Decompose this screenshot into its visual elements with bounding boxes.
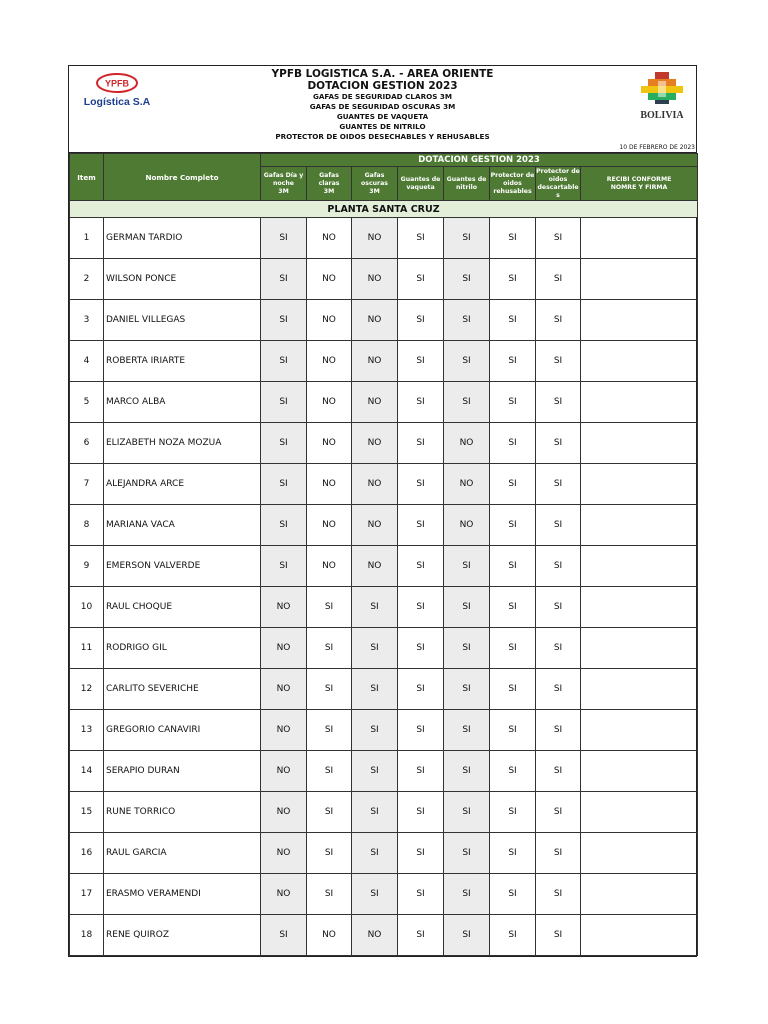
cell-gafas-oscuras: SI bbox=[352, 792, 398, 833]
cell-recibi-firma[interactable] bbox=[581, 546, 698, 587]
cell-recibi-firma[interactable] bbox=[581, 669, 698, 710]
cell-gafas-dia: NO bbox=[261, 751, 307, 792]
cell-item: 1 bbox=[70, 218, 104, 259]
cell-gafas-oscuras: SI bbox=[352, 710, 398, 751]
cell-gafas-dia: SI bbox=[261, 423, 307, 464]
bolivia-emblem-logo bbox=[634, 70, 690, 120]
cell-gafas-oscuras: NO bbox=[352, 915, 398, 956]
cell-protector-rehusables: SI bbox=[490, 423, 536, 464]
cell-gafas-dia: NO bbox=[261, 669, 307, 710]
cell-protector-rehusables: SI bbox=[490, 751, 536, 792]
cell-name: WILSON PONCE bbox=[104, 259, 261, 300]
col-header-gafas-oscuras-line3: 3M bbox=[369, 187, 380, 195]
cell-name: SERAPIO DURAN bbox=[104, 751, 261, 792]
cell-gafas-oscuras: SI bbox=[352, 833, 398, 874]
col-header-protector-rehusables bbox=[490, 167, 536, 201]
cell-protector-rehusables: SI bbox=[490, 505, 536, 546]
cell-name: MARIANA VACA bbox=[104, 505, 261, 546]
cell-protector-descartables: SI bbox=[536, 300, 581, 341]
cell-protector-descartables: SI bbox=[536, 587, 581, 628]
cell-gafas-oscuras: NO bbox=[352, 464, 398, 505]
col-header-recibi bbox=[581, 167, 698, 201]
cell-gafas-oscuras: NO bbox=[352, 546, 398, 587]
col-header-guantes-vaqueta-line1: Guantes de bbox=[400, 175, 441, 183]
document-title: DOTACION GESTION 2023 bbox=[307, 80, 458, 92]
col-header-protector-descartables-line2: oidos bbox=[548, 175, 568, 183]
cell-recibi-firma[interactable] bbox=[581, 341, 698, 382]
cell-gafas-claras: NO bbox=[307, 300, 352, 341]
cell-gafas-dia: NO bbox=[261, 710, 307, 751]
col-header-recibi-line1: RECIBI CONFORME bbox=[606, 175, 672, 183]
cell-item: 14 bbox=[70, 751, 104, 792]
cell-item: 6 bbox=[70, 423, 104, 464]
table-body bbox=[70, 218, 698, 956]
cell-protector-rehusables: SI bbox=[490, 587, 536, 628]
cell-guantes-nitrilo: SI bbox=[444, 341, 490, 382]
cell-recibi-firma[interactable] bbox=[581, 628, 698, 669]
cell-protector-rehusables: SI bbox=[490, 792, 536, 833]
cell-gafas-claras: SI bbox=[307, 628, 352, 669]
col-header-gafas-oscuras bbox=[352, 167, 398, 201]
cell-item: 7 bbox=[70, 464, 104, 505]
item-line-5: PROTECTOR DE OIDOS DESECHABLES Y REHUSABLES bbox=[275, 132, 490, 141]
cell-name: RENE QUIROZ bbox=[104, 915, 261, 956]
cell-recibi-firma[interactable] bbox=[581, 382, 698, 423]
cell-name: EMERSON VALVERDE bbox=[104, 546, 261, 587]
cell-protector-rehusables: SI bbox=[490, 874, 536, 915]
cell-gafas-oscuras: SI bbox=[352, 874, 398, 915]
col-header-gafas-dia-line3: 3M bbox=[278, 187, 289, 195]
item-line-1: GAFAS DE SEGURIDAD CLAROS 3M bbox=[312, 92, 453, 101]
cell-protector-rehusables: SI bbox=[490, 464, 536, 505]
cell-gafas-dia: SI bbox=[261, 546, 307, 587]
cell-name: ERASMO VERAMENDI bbox=[104, 874, 261, 915]
cell-gafas-dia: SI bbox=[261, 218, 307, 259]
col-header-protector-descartables-line4: s bbox=[556, 191, 560, 199]
cell-name: ALEJANDRA ARCE bbox=[104, 464, 261, 505]
cell-protector-descartables: SI bbox=[536, 915, 581, 956]
cell-name: ELIZABETH NOZA MOZUA bbox=[104, 423, 261, 464]
cell-gafas-claras: NO bbox=[307, 382, 352, 423]
col-header-item: Item bbox=[70, 154, 104, 201]
cell-protector-rehusables: SI bbox=[490, 628, 536, 669]
table-row bbox=[70, 587, 698, 628]
cell-guantes-nitrilo: SI bbox=[444, 792, 490, 833]
cell-name: MARCO ALBA bbox=[104, 382, 261, 423]
cell-guantes-vaqueta: SI bbox=[398, 710, 444, 751]
col-header-recibi-line2: NOMRE Y FIRMA bbox=[610, 183, 668, 191]
cell-item: 9 bbox=[70, 546, 104, 587]
cell-protector-rehusables: SI bbox=[490, 915, 536, 956]
table-row bbox=[70, 464, 698, 505]
cell-name: DANIEL VILLEGAS bbox=[104, 300, 261, 341]
col-header-guantes-nitrilo bbox=[444, 167, 490, 201]
cell-item: 13 bbox=[70, 710, 104, 751]
cell-gafas-claras: SI bbox=[307, 669, 352, 710]
cell-gafas-claras: SI bbox=[307, 874, 352, 915]
cell-gafas-claras: SI bbox=[307, 792, 352, 833]
cell-gafas-claras: NO bbox=[307, 505, 352, 546]
cell-recibi-firma[interactable] bbox=[581, 300, 698, 341]
table-row bbox=[70, 259, 698, 300]
cell-gafas-dia: SI bbox=[261, 259, 307, 300]
cell-guantes-nitrilo: SI bbox=[444, 546, 490, 587]
cell-guantes-vaqueta: SI bbox=[398, 587, 444, 628]
cell-gafas-claras: NO bbox=[307, 218, 352, 259]
cell-item: 3 bbox=[70, 300, 104, 341]
section-planta-santa-cruz: PLANTA SANTA CRUZ bbox=[70, 201, 698, 218]
table-row bbox=[70, 218, 698, 259]
cell-protector-descartables: SI bbox=[536, 341, 581, 382]
cell-protector-descartables: SI bbox=[536, 546, 581, 587]
cell-gafas-dia: SI bbox=[261, 382, 307, 423]
table-row bbox=[70, 833, 698, 874]
cell-protector-descartables: SI bbox=[536, 628, 581, 669]
cell-recibi-firma[interactable] bbox=[581, 915, 698, 956]
table-row bbox=[70, 505, 698, 546]
col-header-gafas-claras bbox=[307, 167, 352, 201]
col-header-gafas-dia-line2: noche bbox=[273, 179, 294, 187]
document-date: 10 DE FEBRERO DE 2023 bbox=[619, 144, 695, 151]
cell-gafas-oscuras: SI bbox=[352, 751, 398, 792]
col-header-protector-descartables-line3: descartable bbox=[537, 183, 579, 191]
col-header-gafas-dia bbox=[261, 167, 307, 201]
cell-protector-descartables: SI bbox=[536, 833, 581, 874]
cell-recibi-firma[interactable] bbox=[581, 259, 698, 300]
cell-item: 2 bbox=[70, 259, 104, 300]
cell-gafas-dia: SI bbox=[261, 464, 307, 505]
cell-gafas-claras: NO bbox=[307, 915, 352, 956]
cell-guantes-nitrilo: SI bbox=[444, 259, 490, 300]
cell-gafas-dia: SI bbox=[261, 505, 307, 546]
cell-guantes-nitrilo: SI bbox=[444, 382, 490, 423]
col-header-guantes-vaqueta-line2: vaqueta bbox=[406, 183, 435, 191]
cell-protector-rehusables: SI bbox=[490, 259, 536, 300]
col-header-gafas-dia-line1: Gafas Día y bbox=[263, 171, 304, 179]
cell-guantes-vaqueta: SI bbox=[398, 218, 444, 259]
cell-guantes-vaqueta: SI bbox=[398, 341, 444, 382]
cell-item: 5 bbox=[70, 382, 104, 423]
cell-gafas-dia: NO bbox=[261, 587, 307, 628]
cell-item: 8 bbox=[70, 505, 104, 546]
col-header-gafas-claras-line2: claras bbox=[318, 179, 340, 187]
cell-protector-rehusables: SI bbox=[490, 382, 536, 423]
cell-gafas-claras: NO bbox=[307, 423, 352, 464]
cell-guantes-vaqueta: SI bbox=[398, 792, 444, 833]
cell-gafas-oscuras: NO bbox=[352, 218, 398, 259]
logo-logistica-text: Logística S.A bbox=[83, 96, 151, 108]
cell-gafas-claras: SI bbox=[307, 710, 352, 751]
col-header-gafas-claras-line1: Gafas bbox=[319, 171, 339, 179]
table-row bbox=[70, 546, 698, 587]
cell-protector-rehusables: SI bbox=[490, 833, 536, 874]
cell-guantes-nitrilo: SI bbox=[444, 628, 490, 669]
cell-guantes-vaqueta: SI bbox=[398, 833, 444, 874]
table-row bbox=[70, 382, 698, 423]
cell-protector-descartables: SI bbox=[536, 259, 581, 300]
cell-guantes-nitrilo: NO bbox=[444, 464, 490, 505]
col-header-protector-rehusables-line3: rehusables bbox=[493, 187, 532, 195]
cell-gafas-oscuras: SI bbox=[352, 669, 398, 710]
cell-gafas-oscuras: NO bbox=[352, 259, 398, 300]
cell-protector-rehusables: SI bbox=[490, 218, 536, 259]
cell-protector-descartables: SI bbox=[536, 792, 581, 833]
cell-protector-rehusables: SI bbox=[490, 546, 536, 587]
cell-name: RODRIGO GIL bbox=[104, 628, 261, 669]
chakana-icon bbox=[641, 72, 683, 104]
cell-gafas-dia: SI bbox=[261, 341, 307, 382]
dotacion-table bbox=[69, 153, 698, 956]
company-title: YPFB LOGISTICA S.A. - AREA ORIENTE bbox=[271, 68, 494, 80]
cell-gafas-dia: SI bbox=[261, 915, 307, 956]
logo-ypfb-mark: YPFB bbox=[104, 78, 130, 89]
cell-gafas-claras: SI bbox=[307, 833, 352, 874]
cell-protector-rehusables: SI bbox=[490, 669, 536, 710]
cell-gafas-oscuras: NO bbox=[352, 505, 398, 546]
cell-guantes-vaqueta: SI bbox=[398, 546, 444, 587]
table-row bbox=[70, 915, 698, 956]
cell-recibi-firma[interactable] bbox=[581, 505, 698, 546]
cell-recibi-firma[interactable] bbox=[581, 710, 698, 751]
cell-guantes-nitrilo: SI bbox=[444, 874, 490, 915]
table-row bbox=[70, 628, 698, 669]
cell-protector-descartables: SI bbox=[536, 464, 581, 505]
table-row bbox=[70, 423, 698, 464]
cell-item: 16 bbox=[70, 833, 104, 874]
cell-item: 12 bbox=[70, 669, 104, 710]
table-row bbox=[70, 341, 698, 382]
col-header-gafas-claras-line3: 3M bbox=[323, 187, 335, 195]
cell-guantes-nitrilo: NO bbox=[444, 423, 490, 464]
cell-recibi-firma[interactable] bbox=[581, 218, 698, 259]
cell-name: CARLITO SEVERICHE bbox=[104, 669, 261, 710]
cell-guantes-nitrilo: NO bbox=[444, 505, 490, 546]
item-line-3: GUANTES DE VAQUETA bbox=[336, 112, 429, 121]
cell-gafas-dia: NO bbox=[261, 833, 307, 874]
cell-protector-rehusables: SI bbox=[490, 300, 536, 341]
col-header-guantes-nitrilo-line2: nitrilo bbox=[455, 183, 478, 191]
cell-guantes-vaqueta: SI bbox=[398, 628, 444, 669]
table-row bbox=[70, 300, 698, 341]
cell-item: 17 bbox=[70, 874, 104, 915]
cell-guantes-nitrilo: SI bbox=[444, 300, 490, 341]
cell-protector-rehusables: SI bbox=[490, 710, 536, 751]
cell-gafas-claras: NO bbox=[307, 259, 352, 300]
cell-guantes-nitrilo: SI bbox=[444, 710, 490, 751]
bolivia-text: BOLIVIA bbox=[640, 110, 684, 120]
header-titles bbox=[69, 68, 696, 142]
col-header-gafas-oscuras-line1: Gafas bbox=[364, 171, 385, 179]
cell-recibi-firma[interactable] bbox=[581, 792, 698, 833]
cell-item: 15 bbox=[70, 792, 104, 833]
cell-guantes-vaqueta: SI bbox=[398, 915, 444, 956]
cell-protector-descartables: SI bbox=[536, 423, 581, 464]
cell-gafas-oscuras: SI bbox=[352, 628, 398, 669]
document-header bbox=[69, 66, 696, 153]
cell-gafas-dia: SI bbox=[261, 300, 307, 341]
band-title: DOTACION GESTION 2023 bbox=[261, 154, 698, 167]
cell-protector-descartables: SI bbox=[536, 669, 581, 710]
cell-protector-descartables: SI bbox=[536, 382, 581, 423]
cell-gafas-claras: NO bbox=[307, 341, 352, 382]
cell-name: GREGORIO CANAVIRI bbox=[104, 710, 261, 751]
cell-guantes-vaqueta: SI bbox=[398, 464, 444, 505]
cell-gafas-dia: NO bbox=[261, 628, 307, 669]
col-header-protector-descartables bbox=[536, 167, 581, 201]
cell-recibi-firma[interactable] bbox=[581, 587, 698, 628]
cell-protector-descartables: SI bbox=[536, 710, 581, 751]
cell-guantes-vaqueta: SI bbox=[398, 874, 444, 915]
cell-item: 10 bbox=[70, 587, 104, 628]
dotacion-sheet bbox=[68, 65, 697, 957]
cell-gafas-claras: NO bbox=[307, 464, 352, 505]
cell-protector-descartables: SI bbox=[536, 218, 581, 259]
cell-guantes-nitrilo: SI bbox=[444, 218, 490, 259]
table-row bbox=[70, 874, 698, 915]
col-header-protector-rehusables-line1: Protector de bbox=[490, 171, 535, 179]
cell-protector-rehusables: SI bbox=[490, 341, 536, 382]
cell-guantes-vaqueta: SI bbox=[398, 259, 444, 300]
cell-recibi-firma[interactable] bbox=[581, 423, 698, 464]
table-row bbox=[70, 751, 698, 792]
cell-name: GERMAN TARDIO bbox=[104, 218, 261, 259]
cell-guantes-vaqueta: SI bbox=[398, 423, 444, 464]
cell-item: 11 bbox=[70, 628, 104, 669]
cell-protector-descartables: SI bbox=[536, 505, 581, 546]
cell-protector-descartables: SI bbox=[536, 751, 581, 792]
item-line-4: GUANTES DE NITRILO bbox=[339, 122, 426, 131]
cell-gafas-oscuras: NO bbox=[352, 382, 398, 423]
cell-name: RAUL GARCIA bbox=[104, 833, 261, 874]
cell-gafas-oscuras: SI bbox=[352, 587, 398, 628]
cell-guantes-nitrilo: SI bbox=[444, 587, 490, 628]
cell-protector-descartables: SI bbox=[536, 874, 581, 915]
cell-item: 4 bbox=[70, 341, 104, 382]
cell-guantes-nitrilo: SI bbox=[444, 915, 490, 956]
col-header-guantes-nitrilo-line1: Guantes de bbox=[446, 175, 487, 183]
cell-gafas-oscuras: NO bbox=[352, 423, 398, 464]
table-row bbox=[70, 669, 698, 710]
cell-item: 18 bbox=[70, 915, 104, 956]
cell-gafas-claras: SI bbox=[307, 751, 352, 792]
col-header-protector-rehusables-line2: oidos bbox=[503, 179, 522, 187]
item-line-2: GAFAS DE SEGURIDAD OSCURAS 3M bbox=[309, 102, 456, 111]
cell-guantes-nitrilo: SI bbox=[444, 669, 490, 710]
cell-guantes-nitrilo: SI bbox=[444, 833, 490, 874]
cell-recibi-firma[interactable] bbox=[581, 833, 698, 874]
table-row bbox=[70, 792, 698, 833]
cell-recibi-firma[interactable] bbox=[581, 751, 698, 792]
col-header-protector-descartables-line1: Protector de bbox=[536, 167, 580, 175]
table-row bbox=[70, 710, 698, 751]
cell-guantes-vaqueta: SI bbox=[398, 669, 444, 710]
col-header-guantes-vaqueta bbox=[398, 167, 444, 201]
cell-recibi-firma[interactable] bbox=[581, 874, 698, 915]
col-header-name: Nombre Completo bbox=[104, 154, 261, 201]
cell-name: RAUL CHOQUE bbox=[104, 587, 261, 628]
col-header-gafas-oscuras-line2: oscuras bbox=[361, 179, 388, 187]
cell-name: ROBERTA IRIARTE bbox=[104, 341, 261, 382]
cell-guantes-vaqueta: SI bbox=[398, 300, 444, 341]
cell-recibi-firma[interactable] bbox=[581, 464, 698, 505]
cell-gafas-oscuras: NO bbox=[352, 300, 398, 341]
cell-guantes-vaqueta: SI bbox=[398, 382, 444, 423]
cell-guantes-vaqueta: SI bbox=[398, 751, 444, 792]
cell-gafas-oscuras: NO bbox=[352, 341, 398, 382]
cell-gafas-claras: SI bbox=[307, 587, 352, 628]
cell-guantes-nitrilo: SI bbox=[444, 751, 490, 792]
cell-gafas-dia: NO bbox=[261, 874, 307, 915]
cell-gafas-claras: NO bbox=[307, 546, 352, 587]
cell-gafas-dia: NO bbox=[261, 792, 307, 833]
cell-guantes-vaqueta: SI bbox=[398, 505, 444, 546]
cell-name: RUNE TORRICO bbox=[104, 792, 261, 833]
